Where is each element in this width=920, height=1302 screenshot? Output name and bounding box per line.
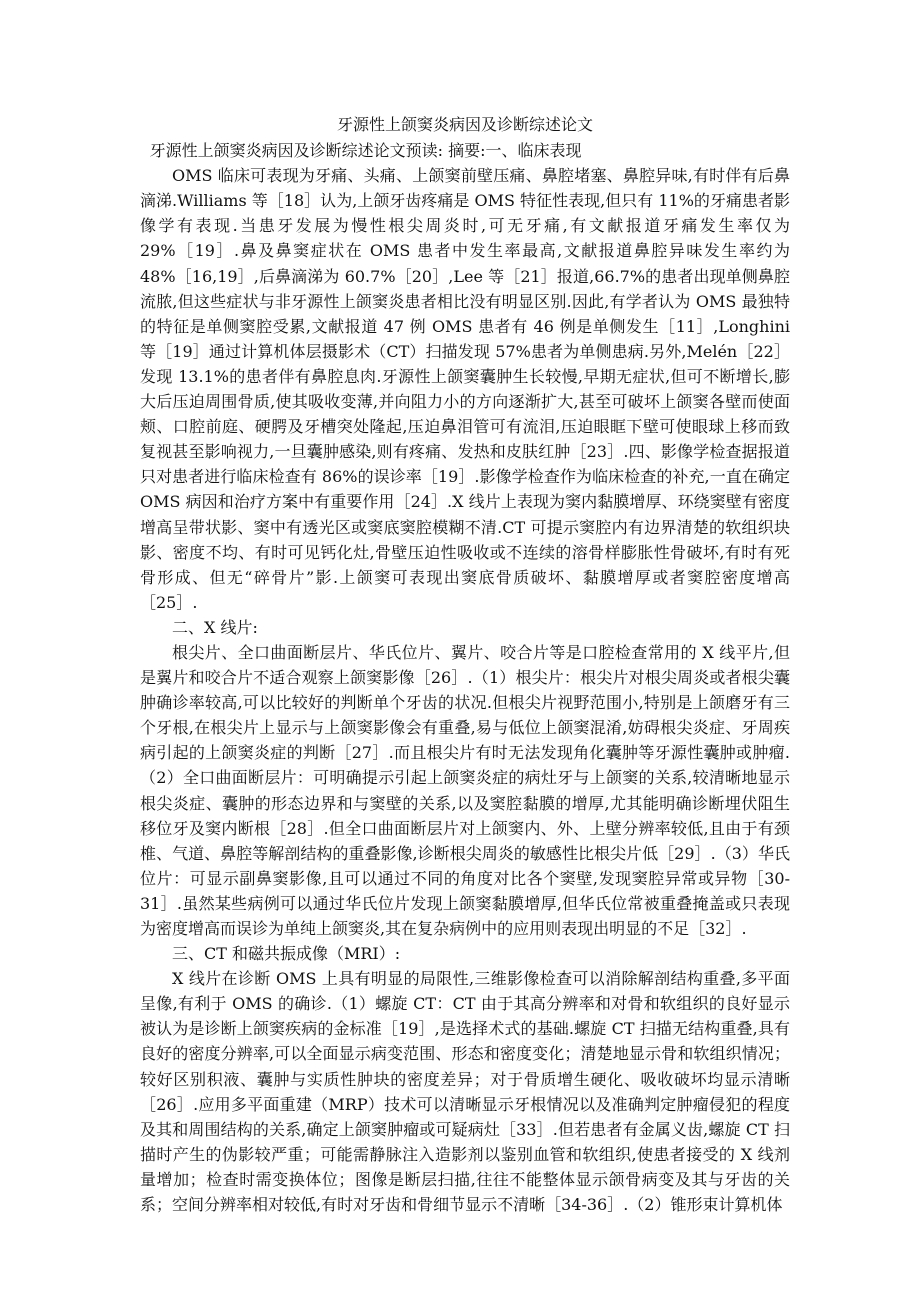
body-paragraph: 根尖片、全口曲面断层片、华氏位片、翼片、咬合片等是口腔检查常用的 X 线平片,但是翼片和咬合片不适合观察上颌窦影像［26］.（1）根尖片：根尖片对根尖周炎或者根尖囊肿确诊率较高,可以比较好的判断单个牙齿的状况.但根尖片视野范围小,特别是上颌磨牙有三个牙根,在根尖片上显示与上颌窦影像会有重叠,易与低位上颌窦混淆,妨碍根尖炎症、牙周疾病引起的上颌窦炎症的判断［27］.而且根尖片有时无法发现角化囊肿等牙源性囊肿或肿瘤.（2）全口曲面断层片：可明确提示引起上颌窦炎症的病灶牙与上颌窦的关系,较清晰地显示根尖炎症、囊肿的形态边界和与窦壁的关系,以及窦腔黏膜的增厚,尤其能明确诊断埋伏阻生移位牙及窦内断根［28］.但全口曲面断层片对上颌窦内、外、上壁分辨率较低,且由于有颈椎、气道、鼻腔等解剖结构的重叠影像,诊断根尖周炎的敏感性比根尖片低［29］.（3）华氏位片：可显示副鼻窦影像,且可以通过不同的角度对比各个窦壁,发现窦腔异常或异物［30-31］.虽然某些病例可以通过华氏位片发现上颌窦黏膜增厚,但华氏位常被重叠掩盖或只表现为密度增高而误诊为单纯上颌窦炎,其在复杂病例中的应用则表现出明显的不足［32］. xyxy=(140,642,790,938)
section-heading: 二、X 线片: xyxy=(172,617,258,637)
intro-line: 牙源性上颌窦炎病因及诊断综述论文预读: 摘要:一、临床表现 xyxy=(149,141,582,161)
section-heading: 三、CT 和磁共振成像（MRI）: xyxy=(172,944,401,964)
body-paragraph: OMS 临床可表现为牙痛、头痛、上颌窦前壁压痛、鼻腔堵塞、鼻腔异味,有时伴有后鼻滴涕.Williams 等［18］认为,上颌牙齿疼痛是 OMS 特征性表现,但只有 11%的牙痛患者影像学有表现.当患牙发展为慢性根尖周炎时,可无牙痛,有文献报道牙痛发生率仅为 29%［19］.鼻及鼻窦症状在 OMS 患者中发生率最高,文献报道鼻腔异味发生率约为 48%［16,19］,后鼻滴涕为 60.7%［20］,Lee 等［21］报道,66.7%的患者出现单侧鼻腔流脓,但这些症状与非牙源性上颌窦炎患者相比没有明显区别.因此,有学者认为 OMS 最独特的特征是单侧窦腔受累,文献报道 47 例 OMS 患者有 46 例是单侧发生［11］,Longhini 等［19］通过计算机体层摄影术（CT）扫描发现 57%患者为单侧患病.另外,Melén［22］发现 13.1%的患者伴有鼻腔息肉.牙源性上颌窦囊肿生长较慢,早期无症状,但可不断增长,膨大后压迫周围骨质,使其吸收变薄,并向阻力小的方向逐渐扩大,甚至可破坏上颌窦各壁而使面颊、口腔前庭、硬腭及牙槽突处隆起,压迫鼻泪管可有流泪,压迫眼眶下壁可使眼球上移而致复视甚至影响视力,一旦囊肿感染,则有疼痛、发热和皮肤红肿［23］.四、影像学检查据报道只对患者进行临床检查有 86%的误诊率［19］.影像学检查作为临床检查的补充,一直在确定 OMS 病因和治疗方案中有重要作用［24］.X 线片上表现为窦内黏膜增厚、环绕窦壁有密度增高呈带状影、窦中有透光区或窦底窦腔模糊不清.CT 可提示窦腔内有边界清楚的软组织块影、密度不均、有时可见钙化灶,骨壁压迫性吸收或不连续的溶骨样膨胀性骨破坏,有时有死骨形成、但无“碎骨片”影.上颌窦可表现出窦底骨质破坏、黏膜增厚或者窦腔密度增高［25］. xyxy=(140,166,790,612)
body-paragraph: X 线片在诊断 OMS 上具有明显的局限性,三维影像检查可以消除解剖结构重叠,多平面呈像,有利于 OMS 的确诊.（1）螺旋 CT：CT 由于其高分辨率和对骨和软组织的良好显示被认为是诊断上颌窦疾病的金标准［19］,是选择术式的基础.螺旋 CT 扫描无结构重叠,具有良好的密度分辨率,可以全面显示病变范围、形态和密度变化；清楚地显示骨和软组织情况；较好区别积液、囊肿与实质性肿块的密度差异；对于骨质增生硬化、吸收破坏均显示清晰［26］.应用多平面重建（MRP）技术可以清晰显示牙根情况以及准确判定肿瘤侵犯的程度及其和周围结构的关系,确定上颌窦肿瘤或可疑病灶［33］.但若患者有金属义齿,螺旋 CT 扫描时产生的伪影较严重；可能需静脉注入造影剂以鉴别血管和软组织,使患者接受的 X 线剂量增加；检查时需变换体位；图像是断层扫描,往往不能整体显示颌骨病变及其与牙齿的关系；空间分辨率相对较低,有时对牙齿和骨细节显示不清晰［34-36］.（2）锥形束计算机体 xyxy=(140,969,790,1215)
document-title: 牙源性上颌窦炎病因及诊断综述论文 xyxy=(336,115,593,134)
